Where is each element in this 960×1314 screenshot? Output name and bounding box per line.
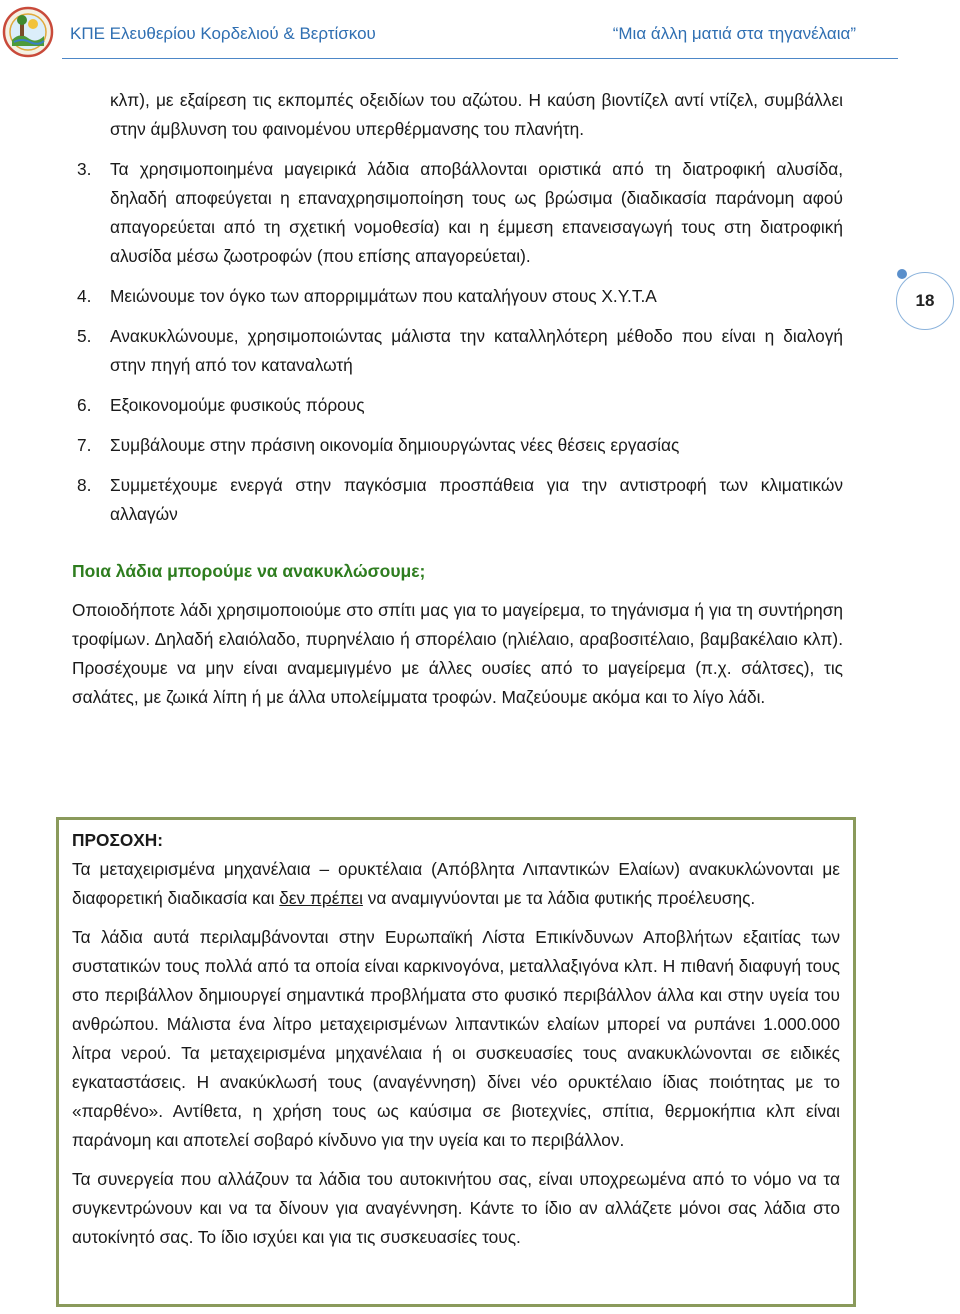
header-project-title: “Μια άλλη ματιά στα τηγανέλαια” <box>612 24 856 43</box>
warning-p1-text: Τα μεταχειρισμένα μηχανέλαια – ορυκτέλαια (Απόβλητα Λιπαντικών Ελαίων) ανακυκλώνονται με διαφορετική διαδικασία και <box>72 859 840 908</box>
list-text: Εξοικονομούμε φυσικούς πόρους <box>110 395 365 415</box>
list-text: Συμβάλουμε στην πράσινη οικονομία δημιουργώντας νέες θέσεις εργασίας <box>110 435 680 455</box>
warning-paragraph-2: Τα λάδια αυτά περιλαμβάνονται στην Ευρωπαϊκή Λίστα Επικίνδυνων Αποβλήτων εξαιτίας των συστατικών τους πολλά από τα οποία είναι καρκινογόνα, μεταλλαξιγόνα κλπ. Η πιθανή διαφυγή τους στο περιβάλλον δημιουργεί σημαντικά προβλήματα στο φυσικό περιβάλλον άλλα και στην υγεία του ανθρώπου. Μάλιστα ένα λίτρο μεταχειρισμένων λιπαντικών ελαίων μπορεί να ρυπάνει 1.000.000 λίτρα νερού. Τα μεταχειρισμένα μηχανέλαια ή οι συσκευασίες τους ανακυκλώνονται σε ειδικές εγκαταστάσεις. Η ανακύκλωσή τους (αναγέννηση) δίνει νέο ορυκτέλαιο ίδιας ποιότητας με το «παρθένο». Αντίθετα, η χρήση τους ως καύσιμα σε βιοτεχνίες, σπίτια, θερμοκήπια κλπ είναι παράνομη και αποτελεί σοβαρό κίνδυνο για την υγεία και το περιβάλλον. <box>72 927 840 1150</box>
warning-title: ΠΡΟΣΟΧΗ: <box>72 830 164 850</box>
list-item <box>72 155 843 271</box>
list-item <box>72 322 843 380</box>
warning-emphasis: δεν πρέπει <box>279 888 363 908</box>
page-number: 18 <box>896 272 954 330</box>
list-number: 7. <box>77 435 92 455</box>
page-header <box>0 0 960 64</box>
section-body: Οποιοδήποτε λάδι χρησιμοποιούμε στο σπίτι μας για το μαγείρεμα, το τηγάνισμα ή για τη συντήρηση τροφίμων. Δηλαδή ελαιόλαδο, πυρηνέλαιο ή σπορέλαιο (ηλιέλαιο, αραβοσιτέλαιο, βαμβακέλαιο κλπ). Προσέχουμε να μην είναι αναμεμιγμένο με άλλες ουσίες από το μαγείρεμα (π.χ. σάλτσες), τις σαλάτες, με ζωικά λίπη ή με άλλα υπολείμματα τροφών. Μαζεύουμε ακόμα και το λίγο λάδι. <box>72 600 843 707</box>
warning-paragraph-3: Τα συνεργεία που αλλάζουν τα λάδια του αυτοκινήτου σας, είναι υποχρεωμένα από το νόμο να τα συγκεντρώνουν και να τα δίνουν για αναγέννηση. Κάντε το ίδιο αν αλλάζετε μόνοι σας λάδια στο αυτοκίνητό σας. Το ίδιο ισχύει και για τις συσκευασίες τους. <box>72 1169 840 1247</box>
main-content <box>72 86 843 712</box>
list-number: 4. <box>77 286 92 306</box>
list-number: 6. <box>77 395 92 415</box>
list-text: Τα χρησιμοποιημένα μαγειρικά λάδια αποβάλλονται οριστικά από τη διατροφική αλυσίδα, δηλαδή αποφεύγεται η επαναχρησιμοποίηση τους ως βρώσιμα (διαδικασία παράνομη αφού απαγορεύεται από τη σχετική νομοθεσία) και η έμμεση επανεισαγωγή τους στη διατροφική αλυσίδα μέσω ζωοτροφών (που επίσης απαγορεύεται). <box>110 159 843 266</box>
intro-continuation: κλπ), με εξαίρεση τις εκπομπές οξειδίων του αζώτου. Η καύση βιοντίζελ αντί ντίζελ, συμβάλλει στην άμβλυνση του φαινομένου υπερθέρμανσης του πλανήτη. <box>110 90 843 139</box>
warning-paragraph-1 <box>72 855 840 913</box>
list-text: Ανακυκλώνουμε, χρησιμοποιώντας μάλιστα την καταλληλότερη μέθοδο που είναι η διαλογή στην πηγή από τον καταναλωτή <box>110 326 843 375</box>
list-text: Συμμετέχουμε ενεργά στην παγκόσμια προσπάθεια για την αντιστροφή των κλιματικών αλλαγών <box>110 475 843 524</box>
list-number: 8. <box>77 475 92 495</box>
warning-p1-end: να αναμιγνύονται με τα λάδια φυτικής προέλευσης. <box>362 888 756 908</box>
header-school-name: ΚΠΕ Ελευθερίου Κορδελιού & Βερτίσκου <box>70 24 376 43</box>
list-item <box>72 391 843 420</box>
list-item <box>72 471 843 529</box>
list-item <box>72 282 843 311</box>
kpe-logo-icon <box>2 4 54 60</box>
page-number-accent-icon <box>897 269 907 279</box>
section-heading: Ποια λάδια μπορούμε να ανακυκλώσουμε; <box>72 561 426 581</box>
list-item <box>72 431 843 460</box>
list-number: 5. <box>77 326 92 346</box>
list-number: 3. <box>77 159 92 179</box>
list-text: Μειώνουμε τον όγκο των απορριμμάτων που καταλήγουν στους Χ.Υ.Τ.Α <box>110 286 657 306</box>
warning-box <box>56 817 856 1307</box>
header-divider <box>62 58 898 59</box>
